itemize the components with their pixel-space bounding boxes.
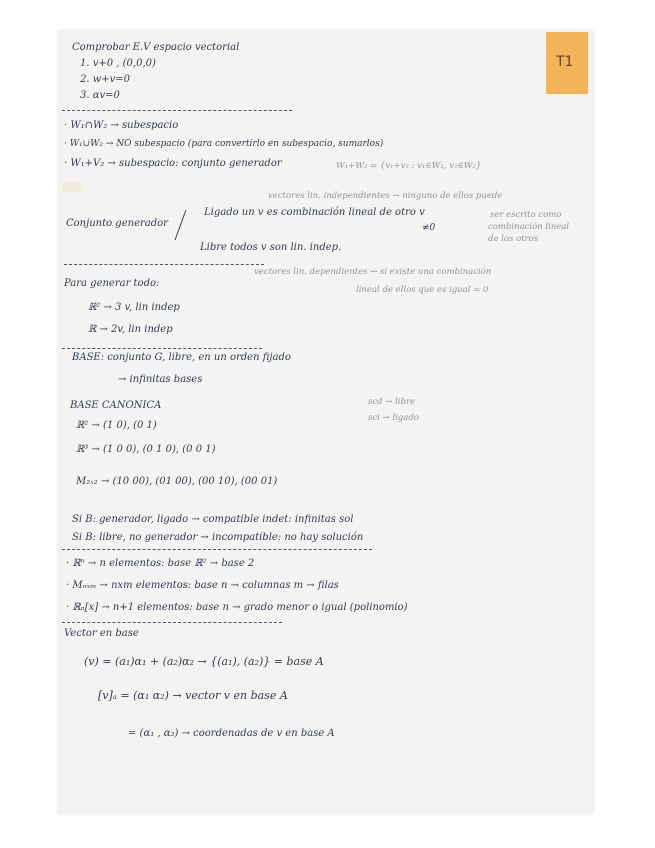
line-sci: sci → ligado: [368, 413, 419, 423]
sticky-note-label: T1: [556, 54, 574, 70]
line-de-los-otros: de los otros: [488, 234, 539, 244]
line-mnxm-elements: · Mₙₓₘ → nxm elementos: base n → columnas m → filas: [66, 580, 339, 591]
line-r-two: ℝ → 2v, lin indep: [88, 324, 173, 335]
line-sum-definition: W₁+W₂ = {v₁+v₂ : v₁∈W₁, v₂∈W₂}: [336, 161, 482, 171]
line-free-not-generator: Si B: libre, no generador → incompatible: no hay solución: [72, 532, 364, 543]
sticky-note: [546, 32, 588, 94]
line-combinacion: combinación lineal: [488, 222, 570, 232]
highlight-mark: [62, 182, 82, 192]
line-generator-set: Conjunto generador: [66, 218, 168, 229]
divider: [62, 110, 292, 111]
line-rule-3: 3. αv=0: [80, 90, 120, 101]
line-intersection: · W₁∩W₂ → subespacio: [64, 120, 179, 131]
line-sum: · W₁+V₂ → subespacio: conjunto generador: [64, 158, 282, 169]
brace-mark: [175, 210, 187, 240]
line-not-zero: ≠0: [422, 223, 436, 233]
line-union: · W₁∪W₂ → NO subespacio (para convertirlo en subespacio, sumarlos): [64, 139, 384, 149]
line-rule-2: 2. w+v=0: [80, 74, 131, 85]
line-rnx-elements: · ℝₙ[x] → n+1 elementos: base n → grado menor o igual (polinomio): [66, 602, 408, 613]
divider: [62, 549, 372, 550]
line-generate-all: Para generar todo:: [64, 278, 160, 289]
line-ser-escrito: ser escrito como: [490, 210, 562, 220]
divider: [64, 264, 264, 265]
line-heading: Comprobar E.V espacio vectorial: [72, 42, 240, 53]
line-base: BASE: conjunto G, libre, en un orden fijado: [72, 352, 291, 363]
line-dependent-zero: lineal de ellos que es igual = 0: [356, 285, 489, 295]
notebook-page: [58, 30, 594, 814]
line-coordinates: = (α₁ , α₂) → coordenadas de v en base A: [128, 728, 335, 739]
line-independent: vectores lin. independientes → ninguno de ellos puede: [268, 191, 503, 201]
line-libre: Libre todos v son lin. indep.: [200, 242, 342, 253]
line-canonical-r2: ℝ² → (1 0), (0 1): [76, 420, 157, 431]
line-infinite-bases: → infinitas bases: [118, 374, 203, 385]
line-rule-1: 1. v+0 , (0,0,0): [80, 58, 156, 69]
line-rn-elements: · ℝⁿ → n elementos: base ℝ² → base 2: [66, 558, 255, 569]
line-generator-linked: Si B: generador, ligado → compatible indet: infinitas sol: [72, 514, 354, 525]
line-canonical-m22: M₂ₓ₂ → (10 00), (01 00), (00 10), (00 01): [76, 476, 278, 487]
line-canonical-base: BASE CANONICA: [70, 400, 162, 411]
line-vector-expression: (v) = (a₁)α₁ + (a₂)α₂ → {(a₁), (a₂)} = base A: [84, 655, 324, 668]
divider: [62, 622, 282, 623]
line-canonical-r3: ℝ³ → (1 0 0), (0 1 0), (0 0 1): [76, 444, 216, 455]
line-ligado: Ligado un v es combinación lineal de otro v: [204, 207, 425, 218]
line-vector-in-base-a: [v]ₐ = (α₁ α₂) → vector v en base A: [98, 689, 288, 702]
line-dependent: vectores lin. dependientes → si existe una combinación: [254, 267, 492, 277]
line-vector-in-base: Vector en base: [64, 628, 139, 639]
line-scd: scd → libre: [368, 397, 416, 407]
line-r2-three: ℝ² → 3 v, lin indep: [88, 302, 180, 313]
divider: [62, 348, 262, 349]
